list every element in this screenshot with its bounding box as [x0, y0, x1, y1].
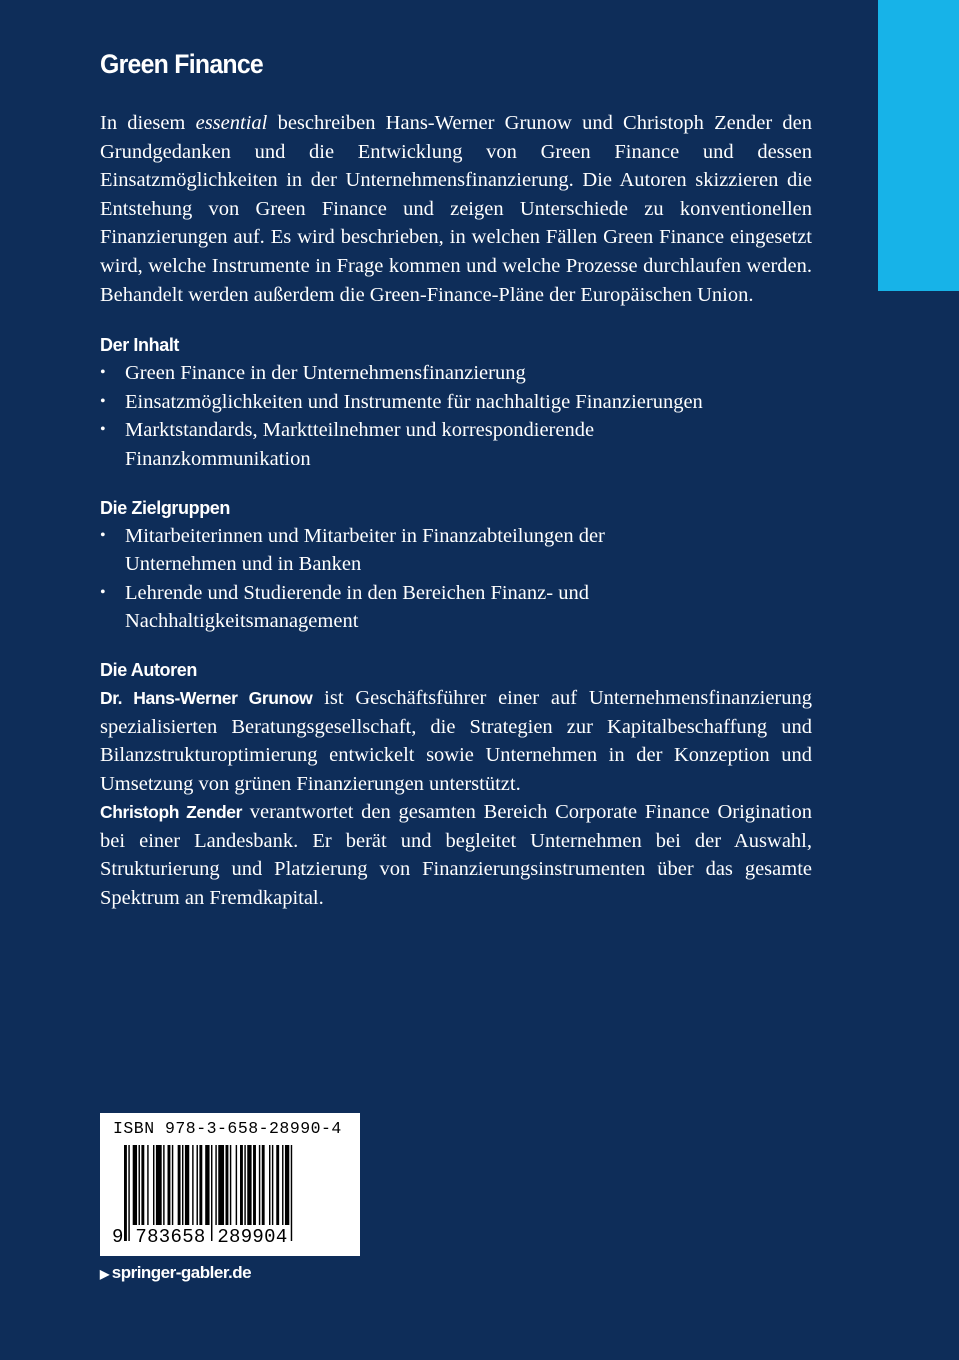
intro-emphasis: essential: [195, 112, 268, 134]
barcode-bar: [285, 1145, 289, 1225]
barcode-bar: [182, 1145, 183, 1225]
isbn-label: ISBN 978-3-658-28990-4: [113, 1119, 342, 1138]
list-zielgruppen: [100, 522, 812, 636]
barcode-bar: [276, 1145, 279, 1225]
heading-inhalt: Der Inhalt: [100, 335, 180, 356]
publisher-link[interactable]: [100, 1263, 251, 1283]
barcode-bar: [156, 1145, 162, 1225]
author-grunow: [100, 684, 812, 798]
list-item: • Mitarbeiterinnen und Mitarbeiter in Finanzabteilungen der Unternehmen und in Banken: [100, 522, 812, 579]
barcode-bar: [199, 1145, 202, 1225]
author-name: Dr. Hans-Werner Grunow: [100, 687, 313, 708]
barcode-bar: [253, 1145, 256, 1225]
back-cover-content: [100, 44, 812, 913]
barcode-bar: [197, 1145, 198, 1225]
barcode-bar: [291, 1145, 292, 1241]
intro-after: beschreiben Hans-Werner Grunow und Christoph Zender den Grundgedanken und die Entwicklung von Green Finance und dessen Einsatzmöglichkeiten in der Unternehmensfinanzierung. Die Autoren skizzieren die Entstehung von Green Finance und zeigen Unterschiede zu konventionellen Finanzierungen auf. Es wird beschrieben, in welchen Fällen Green Finance eingesetzt wird, welche Instrumente in Frage kommen und welche Prozesse durchlaufen werden. Behandelt werden außerdem die Green-Finance-Pläne der Europäischen Union.: [100, 112, 812, 306]
list-inhalt: [100, 359, 812, 473]
barcode-bar: [178, 1145, 181, 1225]
section-inhalt: [100, 331, 812, 473]
accent-bar: [878, 0, 959, 291]
book-title: Green Finance: [100, 49, 263, 79]
barcode-bar: [272, 1145, 273, 1225]
isbn-barcode: [100, 1113, 360, 1256]
barcode-bar: [226, 1145, 229, 1225]
author-bio: verantwortet den gesamten Bereich Corporate Finance Origination bei einer Landesbank. Er berät und begleitet Unternehmen bei der Auswahl, Strukturierung und Platzierung von Finanzierungsinstrumenten über das gesamte Spektrum an Fremdkapital.: [100, 801, 812, 910]
intro-paragraph: [100, 109, 812, 309]
barcode-digits: 9 783658 289904: [112, 1226, 288, 1248]
barcode-bar: [215, 1145, 216, 1225]
author-bio: ist Geschäftsführer einer auf Unternehmensfinanzierung spezialisierten Beratungsgesellschaft, die Strategien zur Kapitalbeschaffung und Bilanzstrukturoptimierung entwickelt sowie Unternehmen in der Konzeption und Umsetzung von grünen Finanzierungen unterstützt.: [100, 686, 812, 795]
barcode-bar: [236, 1145, 237, 1225]
barcode-bar: [240, 1145, 243, 1225]
barcode-bar: [192, 1145, 193, 1225]
barcode-bar: [282, 1145, 283, 1225]
barcode-bar: [262, 1145, 265, 1225]
barcode-bar: [147, 1145, 148, 1225]
list-item: • Lehrende und Studierende in den Bereichen Finanz- und Nachhaltigkeitsmanagement: [100, 579, 812, 636]
list-item: • Green Finance in der Unternehmensfinanzierung: [100, 359, 812, 388]
publisher-link-label: springer-gabler.de: [111, 1263, 252, 1282]
barcode-bar: [133, 1145, 137, 1225]
barcode-bar: [185, 1145, 189, 1225]
list-item: • Marktstandards, Marktteilnehmer und korrespondierende Finanzkommunikation: [100, 416, 812, 473]
barcode-bar: [141, 1145, 144, 1225]
section-autoren: [100, 656, 812, 913]
barcode-bar: [269, 1145, 270, 1225]
barcode-bar: [247, 1145, 251, 1225]
barcode-bar: [218, 1145, 224, 1225]
list-item: • Einsatzmöglichkeiten und Instrumente für nachhaltige Finanzierungen: [100, 388, 812, 417]
barcode-bar: [230, 1145, 231, 1225]
barcode-bar: [168, 1145, 171, 1225]
heading-zielgruppen: Die Zielgruppen: [100, 497, 231, 518]
barcode-bar: [172, 1145, 173, 1225]
barcode-bar: [259, 1145, 260, 1225]
author-name: Christoph Zender: [100, 802, 243, 823]
barcode-bar: [205, 1145, 209, 1225]
heading-autoren: Die Autoren: [100, 659, 197, 680]
intro-before: In diesem: [100, 112, 196, 134]
barcode-bar: [139, 1145, 140, 1225]
barcode-bar: [153, 1145, 154, 1225]
barcode-bar: [244, 1145, 245, 1225]
play-arrow-icon: ▶: [100, 1267, 109, 1281]
author-zender: [100, 798, 812, 912]
section-zielgruppen: [100, 494, 812, 636]
barcode-bar: [163, 1145, 164, 1225]
